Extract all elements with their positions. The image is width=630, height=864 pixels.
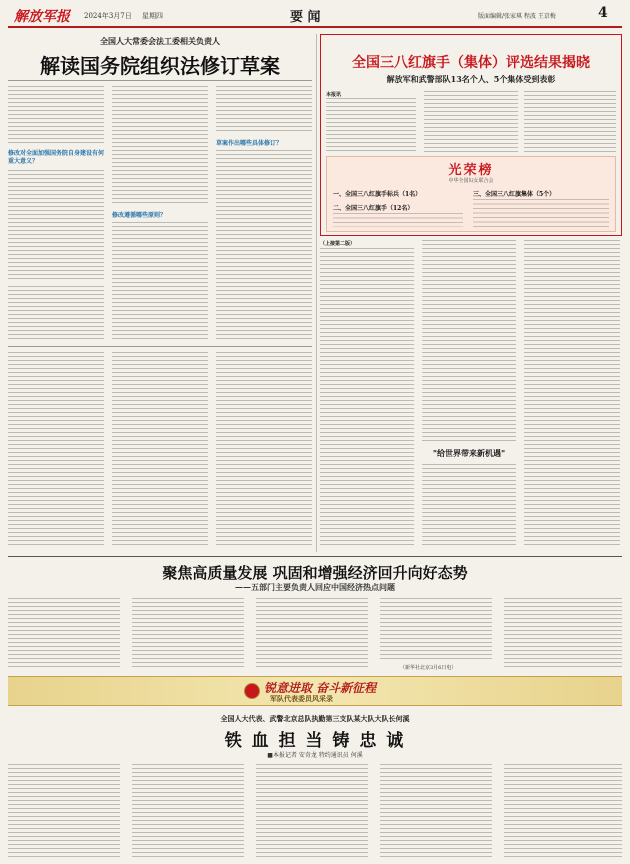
article-right-headline: 全国三八红旗手（集体）评选结果揭晓 [352, 55, 590, 71]
banner-emblem-icon [244, 683, 260, 699]
page-number: 4 [598, 5, 608, 21]
body-text [326, 98, 416, 152]
body-text [256, 598, 368, 670]
body-text [8, 764, 120, 858]
body-text-col3 [216, 86, 312, 134]
body-text [8, 598, 120, 670]
masthead-rule [8, 26, 622, 28]
body-text [256, 764, 368, 858]
article-bottom-kicker: 全国人大代表、武警北京总队执勤第三支队某大队大队长何溪 [220, 714, 410, 723]
honor-roll-subtitle: 中华全国妇女联合会 [448, 178, 494, 184]
body-text [504, 764, 622, 858]
honor-roll-collectives: 三、全国三八红旗集体（5个） [473, 191, 556, 198]
body-text [132, 764, 244, 858]
honor-roll-title: 光荣榜 [448, 163, 494, 178]
feature-banner [8, 676, 622, 706]
article-right [320, 34, 622, 552]
body-text [380, 598, 492, 662]
article-right-byline: 本报讯 [326, 92, 342, 98]
article-bottom [8, 708, 622, 860]
divider [8, 346, 312, 347]
section-title: 要 闻 [290, 10, 321, 25]
issue-weekday: 星期四 [142, 12, 163, 20]
body-text-col1b [8, 170, 104, 280]
body-text-lower-3 [216, 352, 312, 548]
honor-roll-individuals-head: 一、全国三八红旗手标兵（1名） [333, 191, 422, 198]
column-divider [316, 34, 317, 552]
body-text-lower-2 [112, 352, 208, 548]
body-text [132, 598, 244, 670]
article-top-headline: 解读国务院组织法修订草案 [40, 54, 280, 78]
honor-roll-units [473, 199, 609, 227]
article-middle [8, 560, 622, 672]
body-text [422, 464, 516, 548]
masthead [0, 0, 630, 30]
body-text [380, 764, 492, 858]
newspaper-logo: 解放军报 [14, 9, 70, 25]
honor-roll-names [333, 213, 463, 227]
article-right-section-heading: "给世界带来新机遇" [432, 448, 506, 458]
body-text-col2b [112, 222, 208, 340]
section-divider [8, 556, 622, 557]
article-bottom-byline: ■本报记者 安奇龙 特约通讯员 何溪 [267, 752, 363, 759]
body-text [424, 91, 518, 152]
honor-roll-box [326, 156, 616, 232]
article-top-kicker: 全国人大常委会法工委相关负责人 [100, 36, 220, 46]
body-text [504, 598, 622, 670]
article-bottom-headline: 铁 血 担 当 铸 忠 诚 [224, 731, 406, 751]
body-text [422, 240, 516, 442]
article-top-subhead-2: 修改遵循哪些原则？ [112, 212, 167, 219]
article-middle-headline: 聚焦高质量发展 巩固和增强经济回升向好态势 [162, 564, 468, 582]
body-text-lower-1 [8, 352, 104, 548]
body-text-col1c [8, 286, 104, 340]
divider [8, 80, 312, 81]
continued-tag: （上接第二版） [320, 241, 356, 247]
body-text [320, 248, 414, 548]
page-editors: 版面编辑/张家琪 程波 王京梅 [478, 13, 556, 20]
body-text-col1 [8, 86, 104, 146]
issue-date: 2024年3月7日 [84, 12, 132, 20]
article-middle-subhead: ——五部门主要负责人回应中国经济热点问题 [235, 582, 395, 592]
body-text [524, 240, 620, 548]
honor-roll-individuals: 二、全国三八红旗手（12名） [333, 205, 414, 212]
article-top-subhead-1: 修改对全面加强国务院自身建设有何重大意义？ [8, 150, 105, 165]
article-right-subhead: 解放军和武警部队13名个人、5个集体受到表彰 [386, 74, 556, 84]
banner-main-title: 锐意进取 奋斗新征程 [264, 681, 377, 695]
article-top-subhead-3: 草案作出哪些具体修订？ [216, 140, 283, 147]
banner-subtitle: 军队代表委员风采录 [270, 694, 333, 703]
article-top [8, 34, 312, 552]
body-text [524, 91, 616, 152]
article-middle-footnote: （新华社北京3月6日电） [400, 665, 457, 671]
body-text-col2 [112, 86, 208, 206]
body-text-col3b [216, 150, 312, 340]
